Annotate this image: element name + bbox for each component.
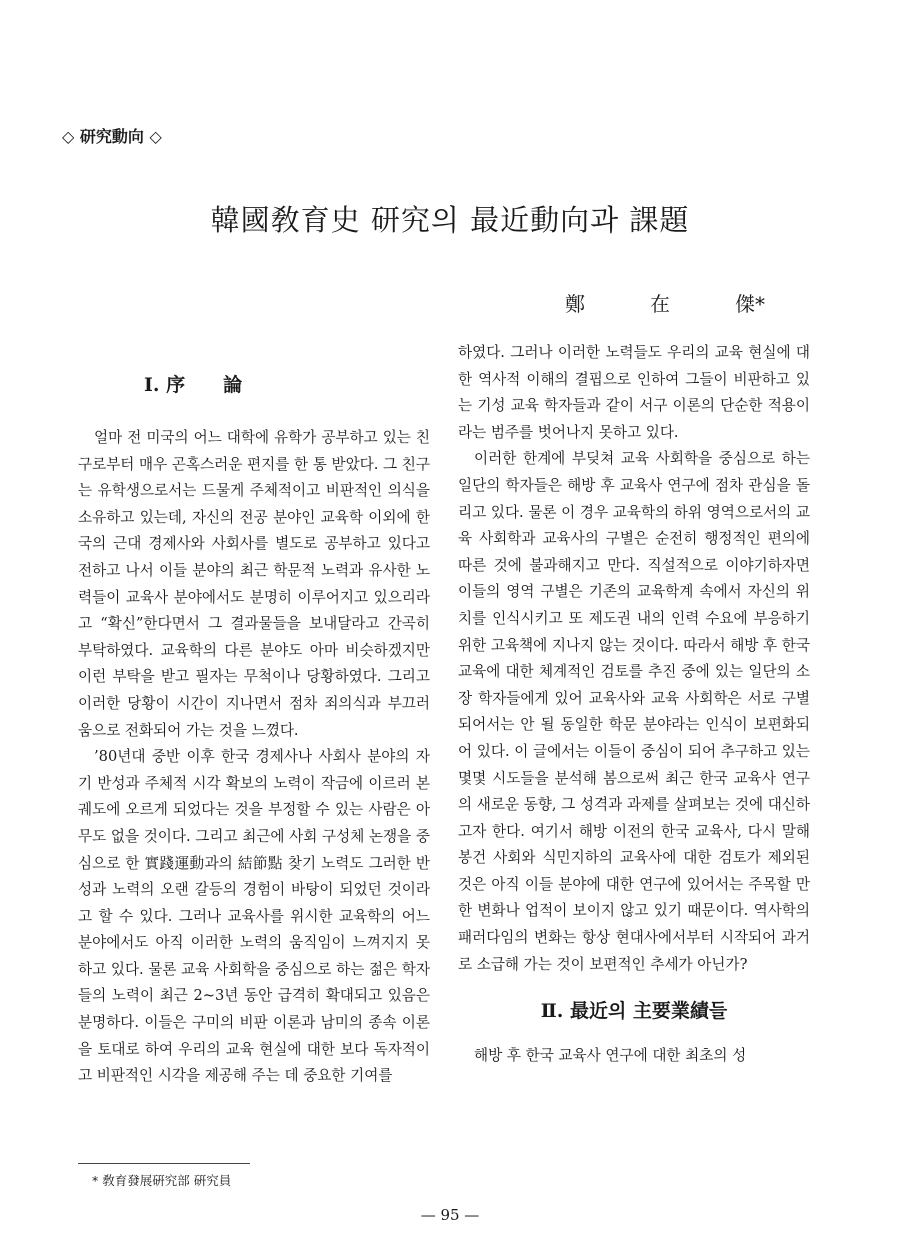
paragraph: 얼마 전 미국의 어느 대학에 유학가 공부하고 있는 친구로부터 매우 곤혹스러운 편지를 한 통 받았다. 그 친구는 유학생으로서는 드물게 주체적이고 비판적인 의식을 소유하고 있는데, 자신의 전공 분야인 교육학 이외에 한국의 근대 경제사와 사회사를 별도로 공부하고 있다고 전하고 나서 이들 분야의 최근 학문적 노력과 유사한 노력들이 교육사 분야에서도 분명히 이루어지고 있으리라고 “확신”한다면서 그 결과물들을 보내달라고 간곡히 부탁하였다. 교육학의 다른 분야도 아마 비슷하겠지만 이런 부탁을 받고 필자는 무척이나 당황하였다. 그리고 이러한 당황이 시간이 지나면서 점차 죄의식과 부끄러움으로 전화되어 가는 것을 느꼈다.	[78, 429, 430, 739]
footnote: * 敎育發展硏究部 硏究員	[92, 1173, 232, 1188]
footnote-rule	[78, 1163, 250, 1164]
paragraph: 이러한 한계에 부딪쳐 교육 사회학을 중심으로 하는 일단의 학자들은 해방 후 교육사 연구에 점차 관심을 돌리고 있다. 물론 이 경우 교육학의 하위 영역으로서의 교육 사회학과 교육사의 구별은 순전히 행정적인 편의에 따른 것에 불과해지고 만다. 직설적으로 이야기하자면 이들의 영역 구별은 기존의 교육학계 속에서 자신의 위치를 인식시키고 또 제도권 내의 인력 수요에 부응하기 위한 고육책에 지나지 않는 것이다. 따라서 해방 후 한국 교육에 대한 체계적인 검토를 추진 중에 있는 일단의 소장 학자들에게 있어 교육사와 교육 사회학은 서로 구별되어서는 안 될 동일한 학문 분야라는 인식이 보편화되어 있다. 이 글에서는 이들이 중심이 되어 추구하고 있는 몇몇 시도들을 분석해 봄으로써 최근 한국 교육사 연구의 새로운 동향, 그 성격과 과제를 살펴보는 것에 대신하고자 한다. 여기서 해방 이전의 한국 교육사, 다시 말해 봉건 사회와 식민지하의 교육사에 대한 검토가 제외된 것은 아직 이들 분야에 대한 연구에 있어서는 주목할 만한 변화나 업적이 보이지 않고 있기 때문이다. 역사학의 패러다임의 변화는 항상 현대사에서부터 시작되어 과거로 소급해 가는 것이 보편적인 추세가 아닌가?	[458, 450, 810, 973]
right-column	[458, 340, 810, 1069]
author-char-2: 在	[650, 292, 670, 316]
paragraph-continued: 하였다. 그러나 이러한 노력들도 우리의 교육 현실에 대한 역사적 이해의 결핍으로 인하여 그들이 비판하고 있는 기성 교육 학자들과 같이 서구 이론의 단순한 적용이라는 범주를 벗어나지 못하고 있다.	[458, 344, 810, 441]
author-char-1: 鄭	[565, 292, 585, 316]
paragraph: 해방 후 한국 교육사 연구에 대한 최초의 성	[474, 1046, 747, 1064]
left-column	[78, 425, 430, 1090]
paragraph: ’80년대 중반 이후 한국 경제사나 사회사 분야의 자기 반성과 주체적 시각 확보의 노력이 작금에 이르러 본 궤도에 오르게 되었다는 것을 부정할 수 있는 사람은 아무도 없을 것이다. 그리고 최근에 사회 구성체 논쟁을 중심으로 한 實踐運動과의 結節點 찾기 노력도 그러한 반성과 노력의 오랜 갈등의 경험이 바탕이 되었던 것이라고 할 수 있다. 그러나 교육사를 위시한 교육학의 어느 분야에서도 아직 이러한 노력의 움직임이 느껴지지 못하고 있다. 물론 교육 사회학을 중심으로 하는 젊은 학자들의 노력이 최근 2~3년 동안 급격히 확대되고 있음은 분명하다. 이들은 구미의 비판 이론과 남미의 종속 이론을 토대로 하여 우리의 교육 현실에 대한 보다 독자적이고 비판적인 시각을 제공해 주는 데 중요한 기여를	[78, 748, 430, 1085]
author-char-3: 傑*	[735, 292, 765, 316]
section-heading-introduction: Ⅰ. 序 論	[144, 374, 243, 396]
page-number: — 95 —	[420, 1206, 480, 1224]
section-heading-recent-works: Ⅱ. 最近의 主要業績들	[540, 1000, 728, 1023]
article-title: 韓國敎育史 研究의 最近動向과 課題	[210, 203, 690, 237]
author-name	[565, 288, 765, 317]
section-tag: ◇ 研究動向 ◇	[62, 127, 162, 146]
